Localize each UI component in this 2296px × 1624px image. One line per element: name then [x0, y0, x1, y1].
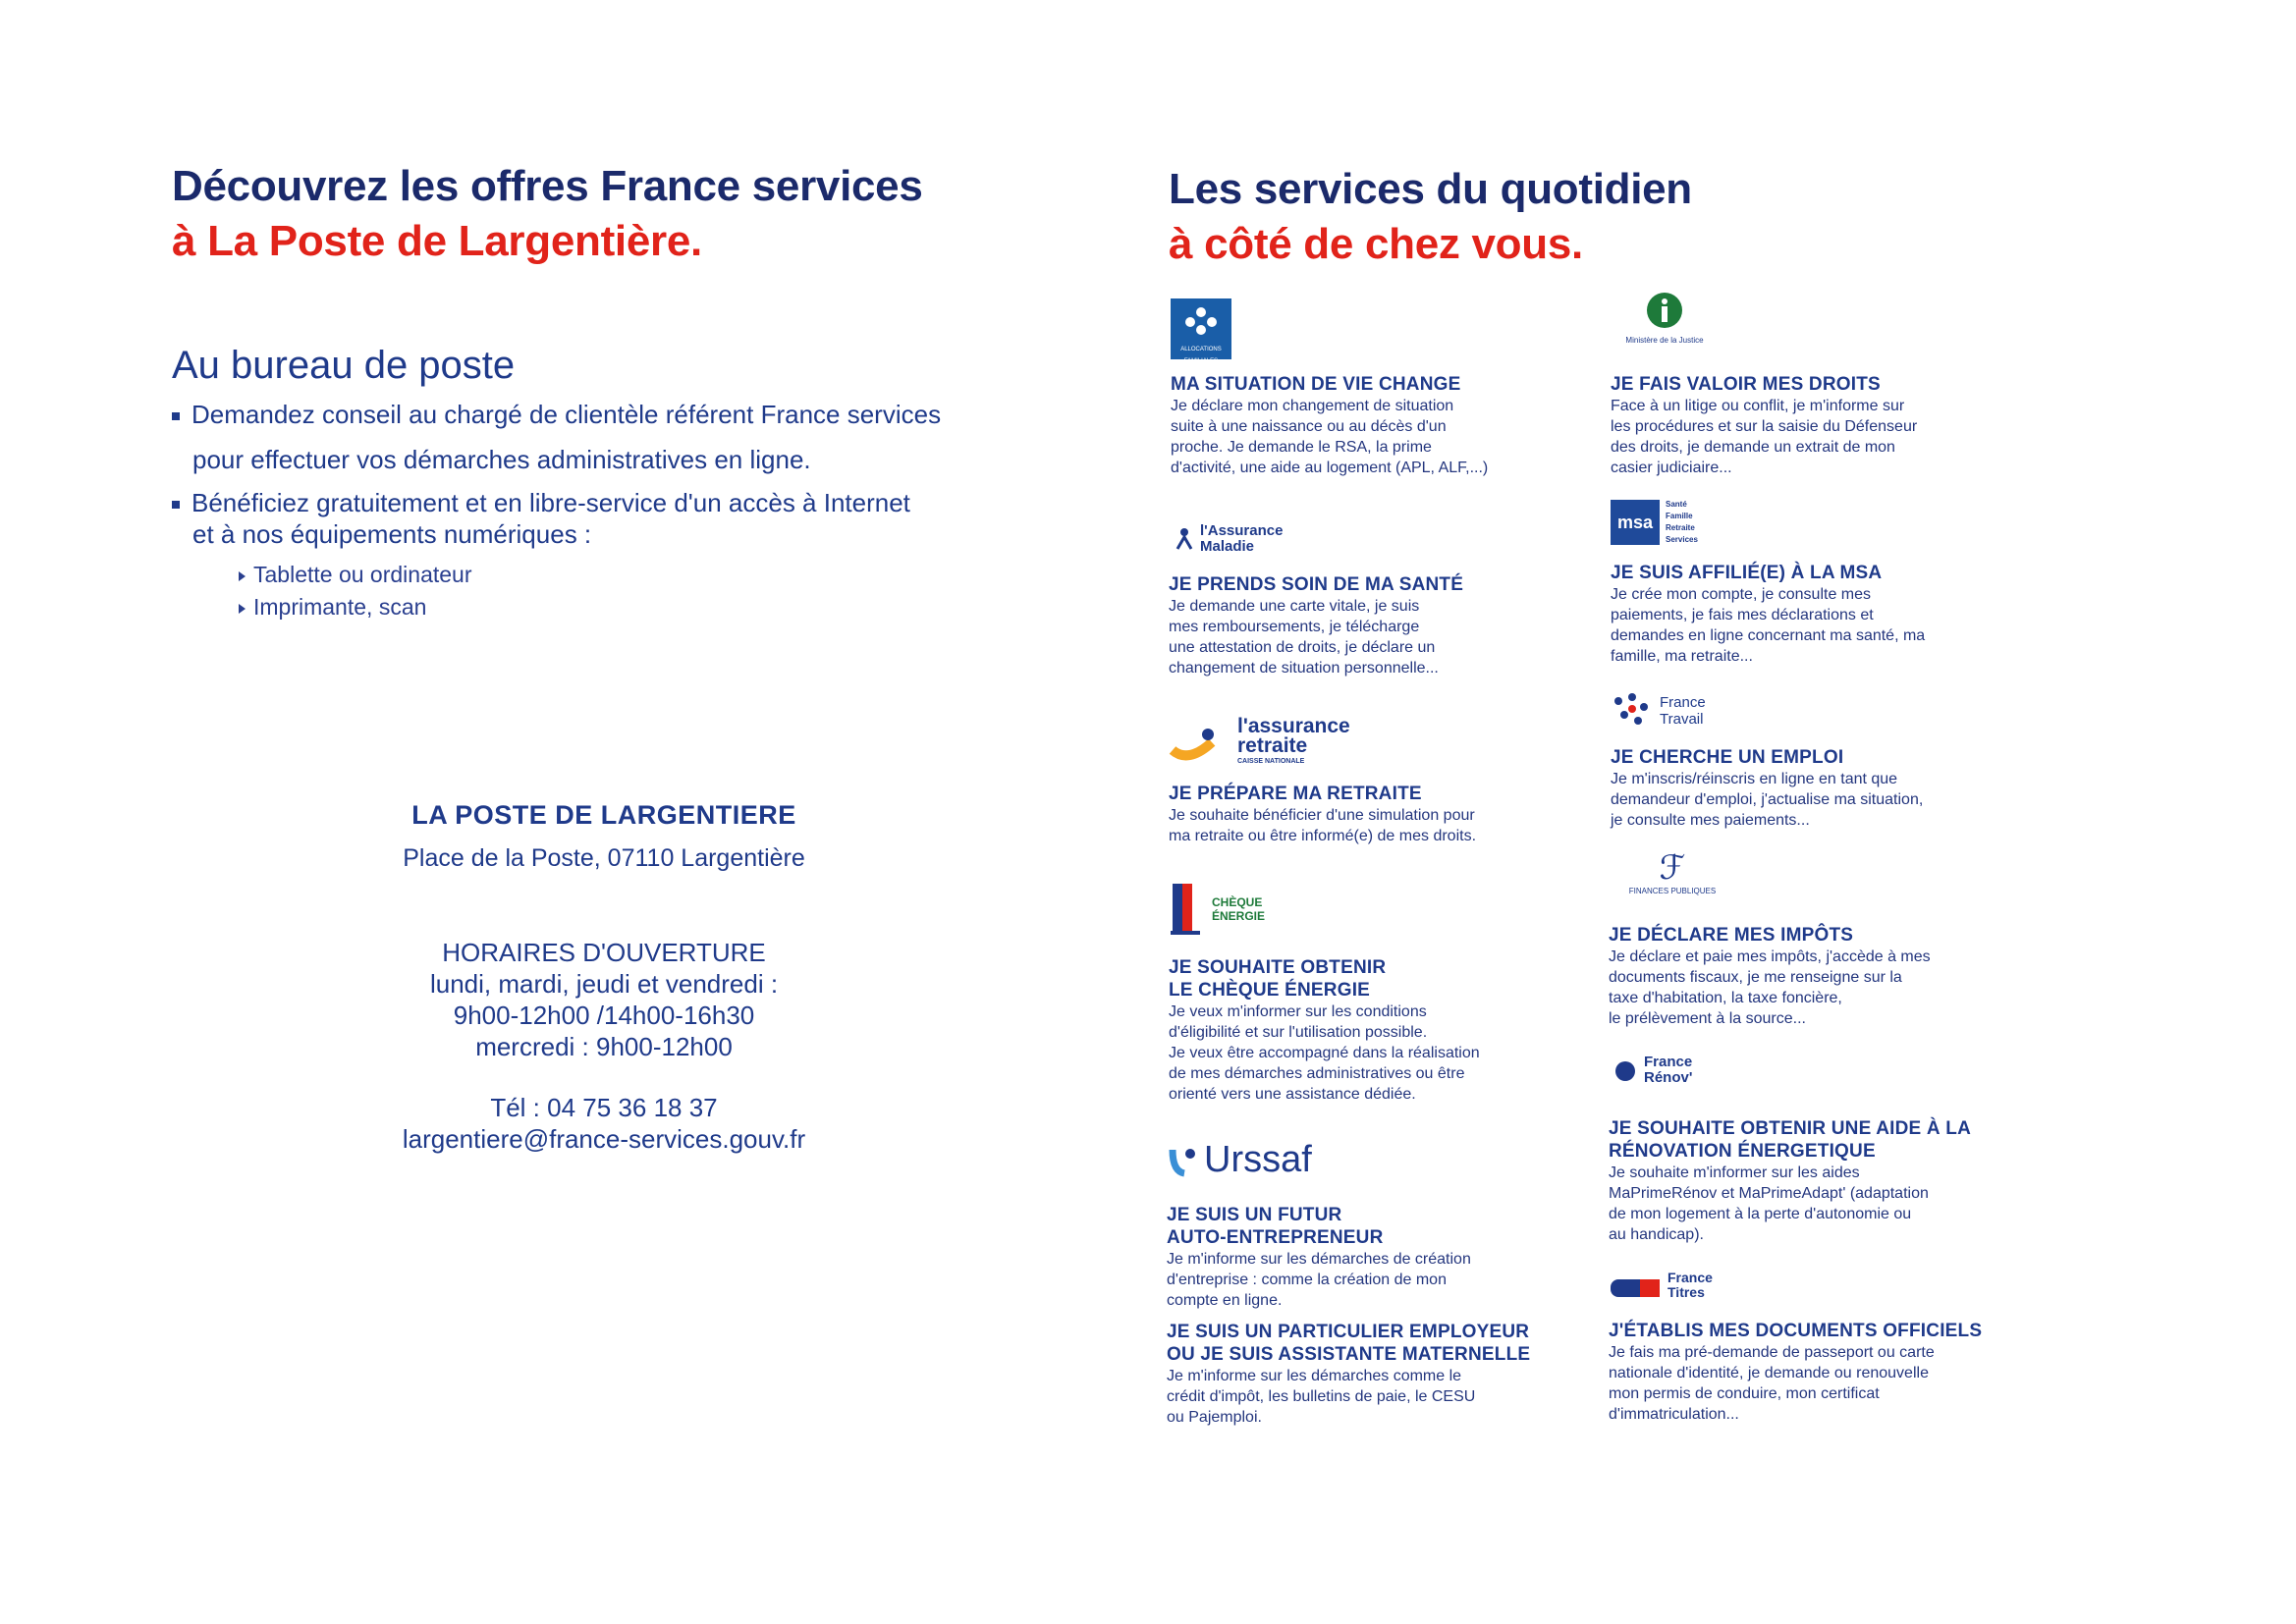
justice-icon	[1645, 291, 1684, 330]
bullet-2: Bénéficiez gratuitement et en libre-service d'un accès à Internet	[172, 481, 910, 524]
urssaf-logo: Urssaf	[1169, 1139, 1312, 1181]
right-title-line1: Les services du quotidien	[1169, 165, 1692, 213]
service-msa: JE SUIS AFFILIÉ(E) À LA MSA Je crée mon compte, je consulte mes paiements, je fais mes déclarations et demandes en ligne concernant ma santé, ma famille, ma retraite...	[1611, 563, 1926, 665]
france-renov-logo: France Rénov'	[1613, 1055, 1713, 1086]
cheque-energie-icon	[1171, 882, 1206, 937]
service-auto-entrepreneur: JE SUIS UN FUTUR AUTO-ENTREPRENEUR Je m'informe sur les démarches de création d'entreprise : comme la création de mon compte en ligne.	[1167, 1205, 1471, 1309]
service-cheque-energie: JE SOUHAITE OBTENIR LE CHÈQUE ÉNERGIE Je veux m'informer sur les conditions d'éligibilité et sur l'utilisation possible. Je veux être accompagné dans la réalisation de mes démarches administratives ou être orienté vers une assistance dédiée.	[1169, 957, 1480, 1103]
france-titres-logo: France Titres	[1611, 1271, 1726, 1300]
service-droits: JE FAIS VALOIR MES DROITS Face à un litige ou conflit, je m'informe sur les procédures et sur la saisie du Défenseur des droits, je demande un extrait de mon casier judiciaire...	[1611, 374, 1918, 476]
urssaf-icon	[1169, 1144, 1198, 1177]
hours-line-1: lundi, mardi, jeudi et vendredi :	[429, 969, 779, 999]
finances-publiques-logo: ℱ FINANCES PUBLIQUES	[1609, 850, 1736, 897]
right-title-line2: à côté de chez vous.	[1169, 220, 1583, 268]
service-sante: JE PRENDS SOIN DE MA SANTÉ Je demande une carte vitale, je suis mes remboursements, je télécharge une attestation de droits, je déclare un changement de situation personnelle...	[1169, 574, 1464, 677]
service-emploi: JE CHERCHE UN EMPLOI Je m'inscris/réinscris en ligne en tant que demandeur d'emploi, j'actualise ma situation, je consulte mes paiements...	[1611, 747, 1924, 829]
office-name: LA POSTE DE LARGENTIERE	[411, 800, 796, 830]
service-retraite: JE PRÉPARE MA RETRAITE Je souhaite bénéficier d'une simulation pour ma retraite ou être informé(e) de mes droits.	[1169, 784, 1477, 844]
bullet-2-cont: et à nos équipements numériques :	[192, 519, 592, 549]
justice-logo: Ministère de la Justice	[1611, 291, 1719, 347]
office-block	[334, 800, 874, 1155]
service-documents-officiels: J'ÉTABLIS MES DOCUMENTS OFFICIELS Je fais ma pré-demande de passeport ou carte nationale d'identité, je demande ou renouvelle mon permis de conduire, mon certificat d'immatriculation...	[1609, 1321, 1983, 1423]
person-icon	[1175, 527, 1194, 551]
left-title-line1: Découvrez les offres France services	[172, 162, 923, 210]
msa-logo: msa Santé Famille Retraite Services	[1611, 499, 1705, 546]
hours-line-3: mercredi : 9h00-12h00	[475, 1032, 733, 1061]
left-title-line2: à La Poste de Largentière.	[172, 217, 702, 265]
msa-icon: msa	[1611, 500, 1660, 545]
service-situation: MA SITUATION DE VIE CHANGE Je déclare mon changement de situation suite à une naissance ou au décès d'un proche. Je demande le RSA, la prime d'activité, une aide au logement (APL, ALF,...)	[1171, 374, 1489, 476]
assurance-maladie-logo: l'Assurance Maladie	[1175, 523, 1288, 555]
house-icon	[1613, 1059, 1638, 1081]
retraite-icon	[1169, 721, 1231, 764]
caf-logo: ALLOCATIONS FAMILIALES	[1171, 298, 1231, 359]
france-titres-icon	[1611, 1272, 1662, 1299]
service-renovation: JE SOUHAITE OBTENIR UNE AIDE À LA RÉNOVATION ÉNERGETIQUE Je souhaite m'informer sur les aides MaPrimeRénov et MaPrimeAdapt' (adaptation de mon logement à la perte d'autonomie ou au handicap).	[1609, 1118, 1972, 1243]
office-address: Place de la Poste, 07110 Largentière	[403, 844, 805, 872]
cheque-energie-logo: CHÈQUE ÉNERGIE	[1171, 882, 1271, 937]
bullet-1: Demandez conseil au chargé de clientèle référent France services	[172, 393, 941, 436]
service-particulier-employeur: JE SUIS UN PARTICULIER EMPLOYEUR OU JE SUIS ASSISTANTE MATERNELLE Je m'informe sur les démarches comme le crédit d'impôt, les bulletins de paie, le CESU ou Pajemploi.	[1167, 1322, 1531, 1426]
hours-title: HORAIRES D'OUVERTURE	[442, 938, 766, 967]
bullet-1-cont: pour effectuer vos démarches administratives en ligne.	[192, 445, 811, 474]
service-impots: JE DÉCLARE MES IMPÔTS Je déclare et paie mes impôts, j'accède à mes documents fiscaux, je me renseigne sur la taxe d'habitation, la taxe foncière, le prélèvement à la source...	[1609, 925, 1931, 1027]
sub-bullet-2: Imprimante, scan	[239, 590, 426, 623]
hours-line-2: 9h00-12h00 /14h00-16h30	[453, 1001, 755, 1030]
section-title: Au bureau de poste	[172, 344, 516, 387]
phone[interactable]: Tél : 04 75 36 18 37	[490, 1093, 718, 1122]
finances-f-icon: ℱ	[1659, 848, 1686, 888]
assurance-retraite-logo: l'assurance retraite CAISSE NATIONALE	[1169, 717, 1355, 768]
france-travail-logo: France Travail	[1611, 691, 1719, 731]
email-link[interactable]: largentiere@france-services.gouv.fr	[402, 1124, 806, 1154]
france-travail-icon	[1611, 691, 1654, 731]
sub-bullet-1: Tablette ou ordinateur	[239, 558, 472, 591]
